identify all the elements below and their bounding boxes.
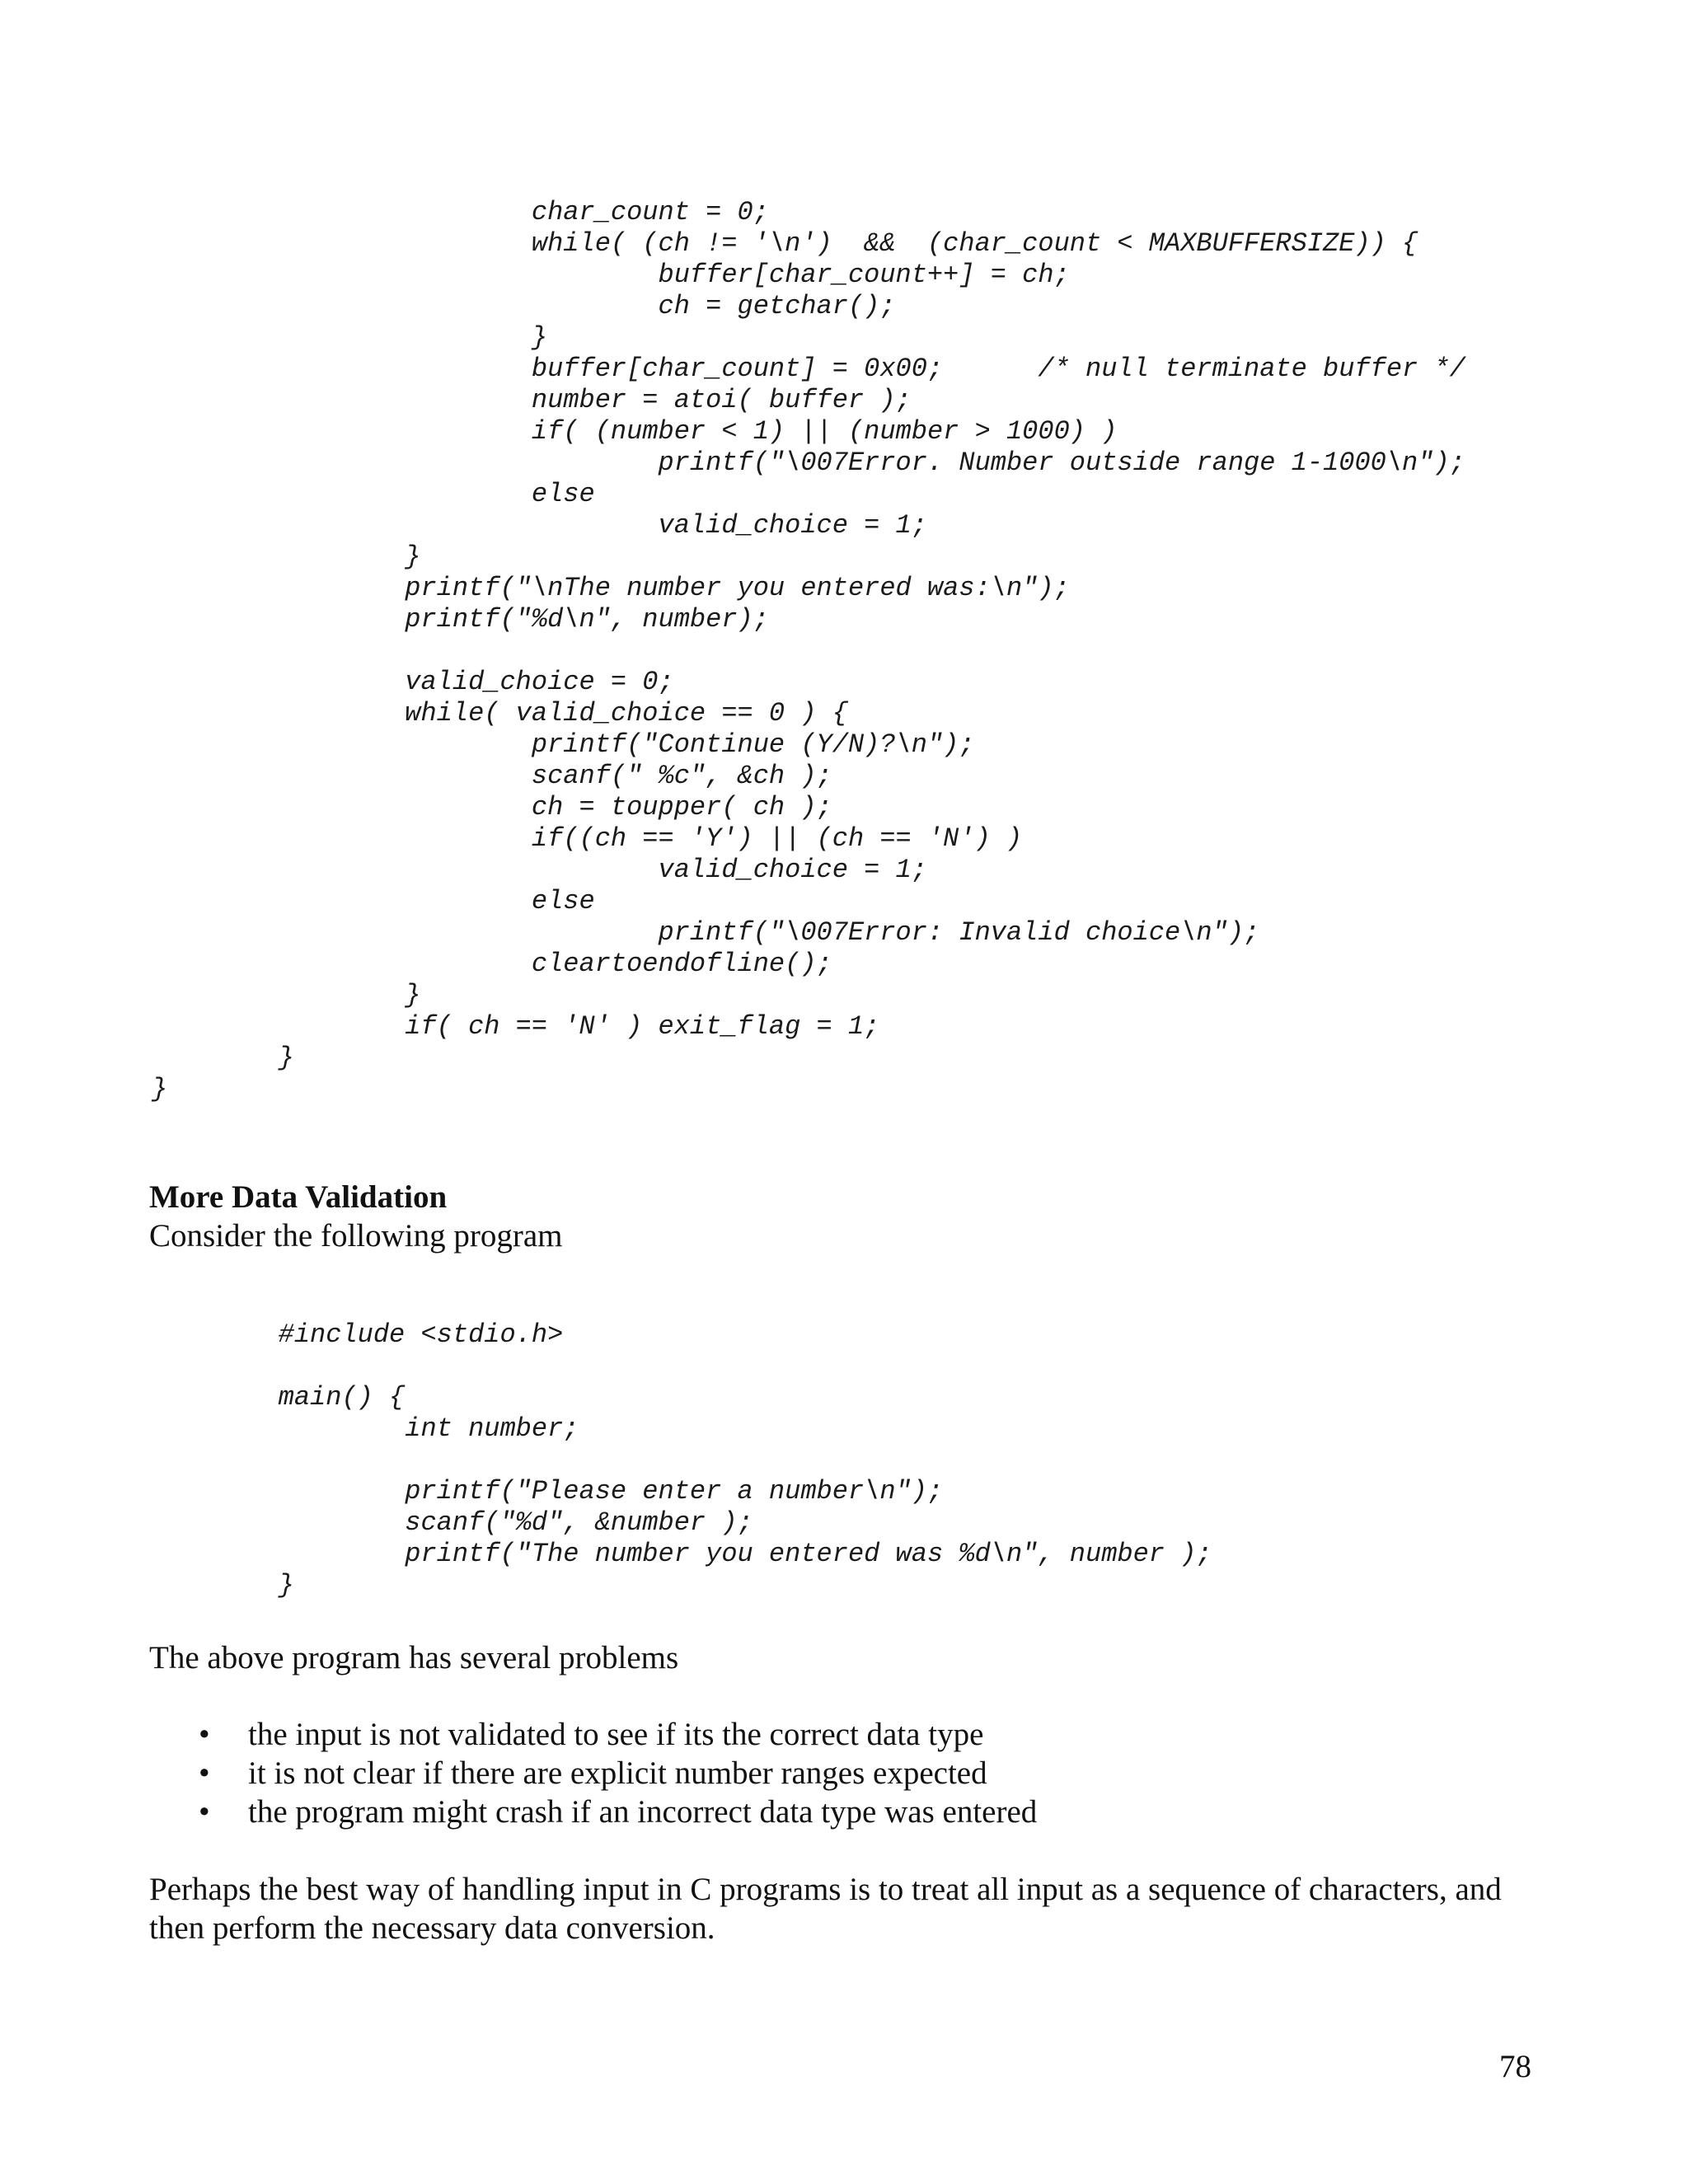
list-item-text: the input is not validated to see if its the correct data type [248,1717,984,1752]
code-listing-example [152,1319,1212,1601]
bullet-icon: • [199,1755,210,1791]
list-item [149,1793,1037,1831]
list-item [149,1754,1037,1793]
code-line: } [152,1074,168,1104]
code-line: scanf("%d", &number ); [152,1507,753,1538]
code-line: printf("The number you entered was %d\n", number ); [152,1539,1212,1569]
code-line: } [152,980,421,1010]
code-line: int number; [152,1413,579,1444]
code-line: } [152,1570,294,1601]
code-line: printf("\nThe number you entered was:\n"); [152,573,1070,603]
code-line: #include <stdio.h> [152,1319,564,1350]
code-line: if( (number < 1) || (number > 1000) ) [152,416,1118,447]
code-line: scanf(" %c", &ch ); [152,761,832,791]
code-line: else [152,479,595,509]
code-line: } [152,1043,294,1073]
problems-intro: The above program has several problems [149,1640,679,1675]
code-listing-continued [152,197,1465,1105]
code-line: printf("\007Error: Invalid choice\n"); [152,917,1260,948]
code-line: cleartoendofline(); [152,949,832,979]
code-line: buffer[char_count] = 0x00; /* null terminate buffer */ [152,354,1465,384]
list-item-text: it is not clear if there are explicit number ranges expected [248,1755,987,1791]
bullet-icon: • [199,1794,210,1830]
code-line: buffer[char_count++] = ch; [152,260,1070,290]
code-line: ch = getchar(); [152,291,896,321]
code-line: main() { [152,1382,406,1413]
code-line: number = atoi( buffer ); [152,385,912,415]
code-line: else [152,886,595,916]
list-item-text: the program might crash if an incorrect data type was entered [248,1794,1038,1830]
conclusion-paragraph: Perhaps the best way of handling input in C programs is to treat all input as a sequence of characters, and then perform the necessary data conversion. [149,1872,1502,1946]
code-line: valid_choice = 1; [152,855,927,885]
code-line: while( valid_choice == 0 ) { [152,698,848,729]
code-line: printf("%d\n", number); [152,604,769,635]
section-intro: Consider the following program [149,1218,563,1254]
code-line: ch = toupper( ch ); [152,792,832,823]
page-number: 78 [1499,2049,1531,2084]
code-line: printf("\007Error. Number outside range 1-1000\n"); [152,448,1465,478]
code-line: char_count = 0; [152,197,769,227]
problem-list [149,1715,1037,1831]
code-line: valid_choice = 1; [152,510,927,541]
code-line: while( (ch != '\n') && (char_count < MAXBUFFERSIZE)) { [152,228,1418,259]
code-line: printf("Continue (Y/N)?\n"); [152,729,975,760]
section-heading: More Data Validation [149,1179,448,1215]
bullet-icon: • [199,1717,210,1752]
code-line: if( ch == 'N' ) exit_flag = 1; [152,1011,880,1042]
code-line: printf("Please enter a number\n"); [152,1476,944,1507]
code-line: if((ch == 'Y') || (ch == 'N') ) [152,823,1023,854]
code-line: } [152,322,548,353]
code-line: } [152,541,421,572]
list-item [149,1715,1037,1754]
code-line: valid_choice = 0; [152,667,674,697]
